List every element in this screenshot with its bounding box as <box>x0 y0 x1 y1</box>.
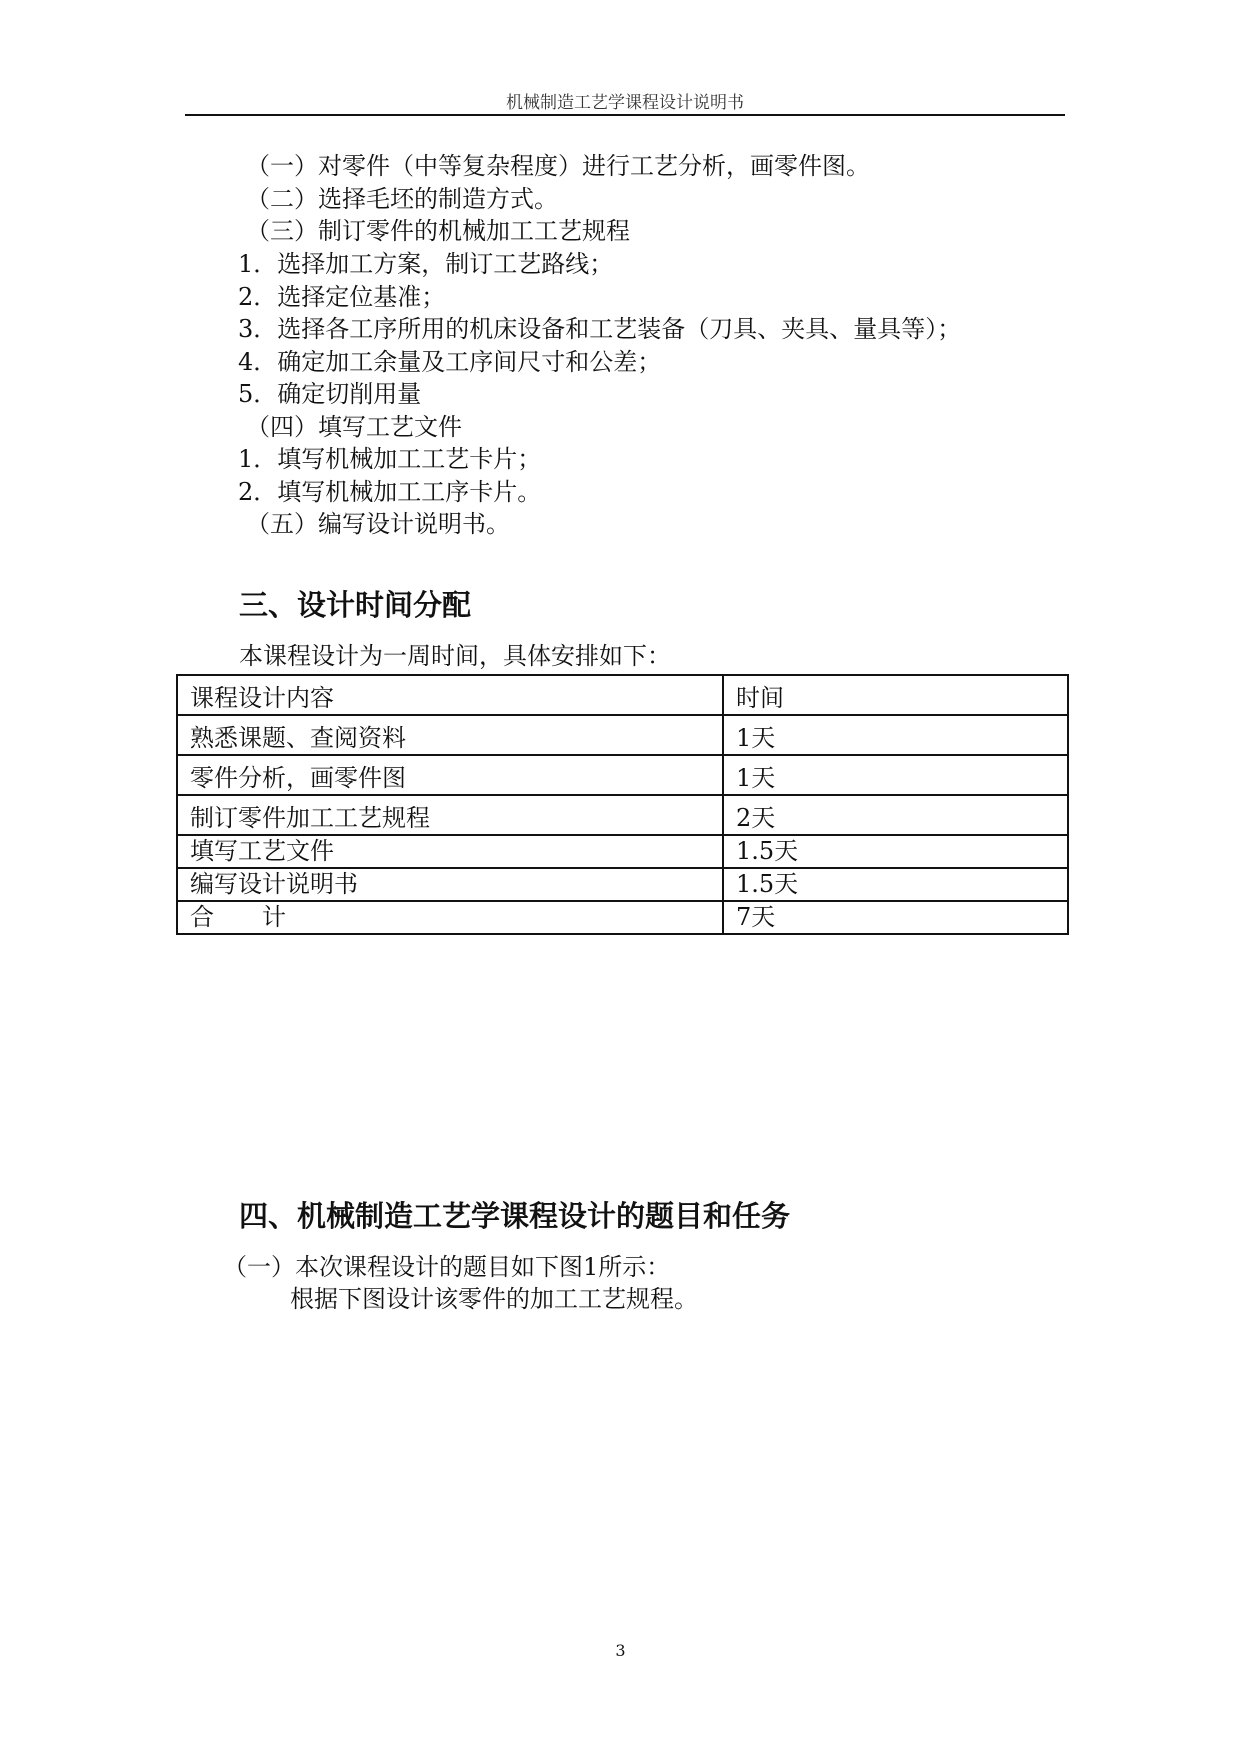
header-rule <box>185 114 1065 116</box>
task-subitem-4-1: 1．填写机械加工工艺卡片； <box>238 445 542 473</box>
table-row <box>177 755 1068 795</box>
task-subitem-3-3: 3．选择各工序所用的机床设备和工艺装备（刀具、夹具、量具等）； <box>238 315 962 343</box>
section-heading-topic-and-tasks: 四、机械制造工艺学课程设计的题目和任务 <box>239 1199 791 1233</box>
task-subitem-3-1: 1．选择加工方案，制订工艺路线； <box>238 250 614 278</box>
table-cell-content: 制订零件加工工艺规程 <box>177 795 723 835</box>
table-header-row <box>177 675 1068 715</box>
page-number: 3 <box>615 1641 626 1660</box>
task-item-3: （三）制订零件的机械加工工艺规程 <box>246 217 630 245</box>
task-item-1: （一）对零件（中等复杂程度）进行工艺分析，画零件图。 <box>246 152 870 180</box>
task-item-2: （二）选择毛坯的制造方式。 <box>246 185 558 213</box>
task-item-5: （五）编写设计说明书。 <box>246 510 510 538</box>
task-subitem-4-2: 2．填写机械加工工序卡片。 <box>238 478 542 506</box>
table-cell-total-label: 合 计 <box>177 901 723 934</box>
task-subitem-3-5: 5．确定切削用量 <box>238 380 422 408</box>
table-row <box>177 715 1068 755</box>
task-subitem-3-2: 2．选择定位基准； <box>238 283 446 311</box>
table-row-total <box>177 901 1068 934</box>
task-item-4: （四）填写工艺文件 <box>246 413 462 441</box>
task-subitem-3-4: 4．确定加工余量及工序间尺寸和公差； <box>238 348 662 376</box>
schedule-intro: 本课程设计为一周时间，具体安排如下： <box>239 642 671 670</box>
table-row <box>177 795 1068 835</box>
topic-instruction: 根据下图设计该零件的加工工艺规程。 <box>290 1285 698 1313</box>
table-cell-content: 零件分析，画零件图 <box>177 755 723 795</box>
table-cell-time: 1.5天 <box>723 835 1068 868</box>
table-cell-time: 2天 <box>723 795 1068 835</box>
table-header-time: 时间 <box>723 675 1068 715</box>
table-row <box>177 868 1068 901</box>
schedule-table <box>176 674 1069 935</box>
table-cell-content: 编写设计说明书 <box>177 868 723 901</box>
table-header-content: 课程设计内容 <box>177 675 723 715</box>
table-cell-time: 1.5天 <box>723 868 1068 901</box>
table-cell-content: 熟悉课题、查阅资料 <box>177 715 723 755</box>
table-cell-total-time: 7天 <box>723 901 1068 934</box>
table-cell-time: 1天 <box>723 755 1068 795</box>
running-header: 机械制造工艺学课程设计说明书 <box>506 93 744 113</box>
table-cell-time: 1天 <box>723 715 1068 755</box>
topic-line: （一）本次课程设计的题目如下图1所示： <box>223 1253 671 1281</box>
section-heading-time-allocation: 三、设计时间分配 <box>239 588 472 622</box>
table-row <box>177 835 1068 868</box>
table-cell-content: 填写工艺文件 <box>177 835 723 868</box>
